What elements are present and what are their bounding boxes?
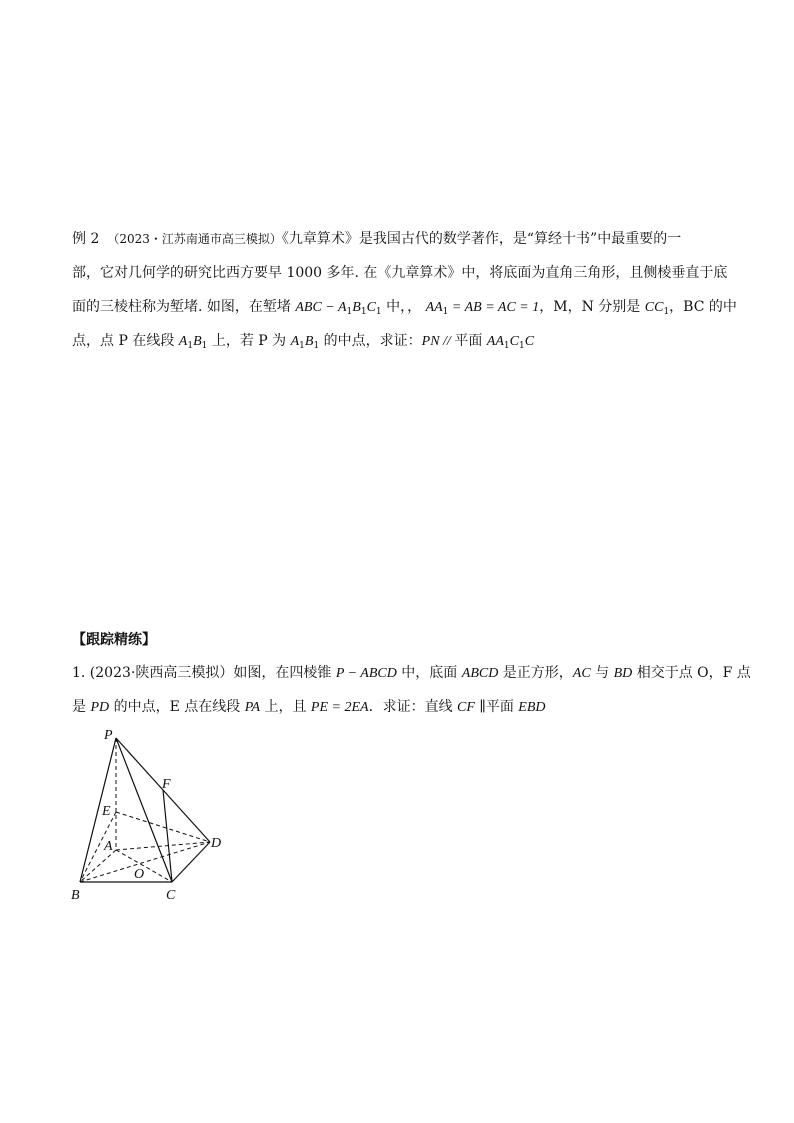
math: C bbox=[366, 300, 376, 315]
text: 面的三棱柱称为堑堵. 如图，在堑堵 bbox=[72, 299, 296, 315]
edge-cd bbox=[172, 842, 210, 882]
subscript: 1 bbox=[442, 307, 449, 317]
text: 平面 bbox=[454, 333, 487, 349]
label-e: E bbox=[102, 804, 111, 819]
math: AC bbox=[572, 666, 591, 681]
subscript: 1 bbox=[663, 307, 670, 317]
example-2-line-3 bbox=[72, 290, 737, 324]
label-f: F bbox=[162, 777, 171, 792]
subscript: 1 bbox=[313, 341, 320, 351]
edge-pc bbox=[116, 738, 172, 882]
edge-pb bbox=[80, 738, 116, 882]
math: PE = 2EA bbox=[310, 700, 369, 715]
text: 是正方形， bbox=[498, 665, 573, 681]
math: PN // bbox=[421, 334, 455, 349]
label-p: P bbox=[104, 728, 113, 743]
text: 是 bbox=[72, 699, 91, 715]
text: 的中点，E 点在线段 bbox=[109, 699, 245, 715]
math: B bbox=[193, 334, 202, 349]
subscript: 1 bbox=[346, 307, 353, 317]
pyramid-figure bbox=[60, 722, 240, 907]
label-o: O bbox=[134, 867, 145, 882]
math: AA bbox=[486, 334, 504, 349]
exercise-1 bbox=[72, 656, 751, 724]
math: AA bbox=[425, 300, 443, 315]
example-2-line-4 bbox=[72, 324, 722, 358]
math: B bbox=[304, 334, 314, 349]
example-source: （2023・江苏南通市高三模拟） bbox=[113, 232, 282, 246]
edge-cf bbox=[163, 790, 172, 882]
math: CC bbox=[644, 300, 664, 315]
label-d: D bbox=[211, 836, 222, 851]
text: 上，若 P 为 bbox=[207, 333, 291, 349]
math: PA bbox=[244, 700, 261, 715]
math: ABC − A bbox=[295, 300, 347, 315]
text: 的中点，求证： bbox=[319, 333, 422, 349]
subscript: 1 bbox=[187, 341, 194, 351]
math: C bbox=[509, 334, 519, 349]
text: ∥平面 bbox=[474, 699, 519, 715]
example-text: 《九章算术》是我国古代的数学著作，是“算经十书”中最重要的一 bbox=[281, 231, 682, 247]
text: 上，且 bbox=[260, 699, 311, 715]
math: = AB = AC = 1 bbox=[448, 300, 540, 315]
section-title-tracking: 【跟踪精练】 bbox=[72, 632, 156, 648]
math: CF bbox=[457, 700, 475, 715]
label-b: B bbox=[71, 888, 80, 903]
text: ．求证：直线 bbox=[368, 699, 458, 715]
math: BD bbox=[613, 666, 633, 681]
text: 1. (2023·陕西高三模拟）如图，在四棱锥 bbox=[72, 665, 336, 681]
math: PD bbox=[90, 700, 110, 715]
text: 中，， bbox=[381, 299, 426, 315]
text: 相交于点 O，F 点 bbox=[632, 665, 751, 681]
subscript: 1 bbox=[201, 341, 208, 351]
math: EBD bbox=[518, 700, 546, 715]
exercise-1-line-1 bbox=[72, 656, 751, 690]
text: ，BC 的中 bbox=[669, 299, 737, 315]
subscript: 1 bbox=[375, 307, 382, 317]
label-c: C bbox=[166, 888, 176, 903]
text: 点，点 P 在线段 bbox=[72, 333, 179, 349]
solid-edges bbox=[80, 738, 210, 882]
subscript: 1 bbox=[360, 307, 367, 317]
math: B bbox=[352, 300, 361, 315]
math: ABCD bbox=[461, 666, 499, 681]
math: A bbox=[178, 334, 188, 349]
exercise-1-line-2 bbox=[72, 690, 722, 724]
hidden-edges bbox=[80, 738, 210, 882]
example-2 bbox=[72, 222, 737, 358]
example-2-line-1 bbox=[72, 222, 722, 256]
subscript: 1 bbox=[518, 341, 525, 351]
math: C bbox=[524, 334, 535, 349]
text: 与 bbox=[590, 665, 614, 681]
text: 中，底面 bbox=[396, 665, 462, 681]
text: ，M，N 分别是 bbox=[539, 299, 645, 315]
subscript: 1 bbox=[503, 341, 510, 351]
math: P − ABCD bbox=[335, 666, 397, 681]
label-a: A bbox=[104, 839, 113, 854]
subscript: 1 bbox=[299, 341, 305, 351]
example-2-line-2: 部，它对几何学的研究比西方要早 1000 多年. 在《九章算术》中，将底面为直角三角形，且侧棱垂直于底 bbox=[72, 265, 728, 281]
example-label: 例 2 bbox=[72, 231, 114, 247]
edge-ab bbox=[80, 850, 116, 882]
math: A bbox=[290, 334, 300, 349]
